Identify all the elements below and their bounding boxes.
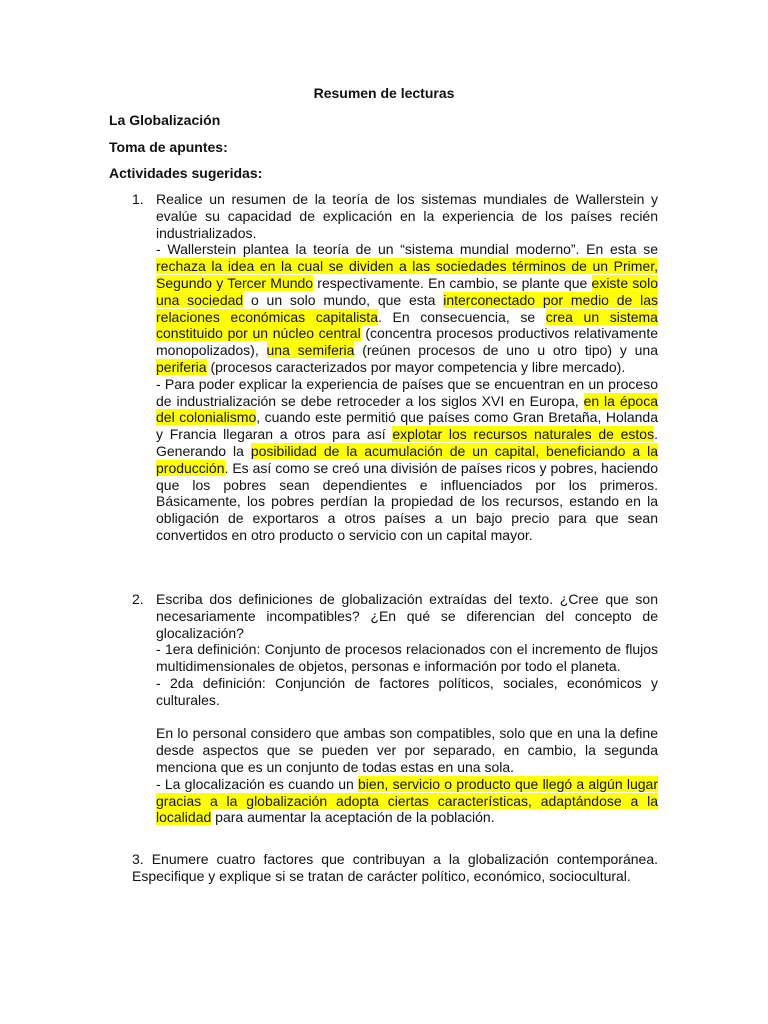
personal-opinion: En lo personal considero que ambas son compatibles, solo que en una la define desde aspectos que se pueden ver por separado, en cambio, la segunda menciona que es un conjunto de todas estas en una sola. [156,725,658,775]
highlighted-text: interconectado por medio de las relaciones económicas capitalista [156,291,658,325]
definition-1: - 1era definición: Conjunto de procesos relacionados con el incremento de flujos multidimensionales de objetos, personas e información por todo el planeta. [156,641,658,675]
question-2 [156,591,658,826]
question-2-text: Escriba dos definiciones de globalización extraídas del texto. ¿Cree que son necesariamente incompatibles? ¿En qué se diferencian del concepto de glocalización? [156,591,658,641]
text-run: o un solo mundo, que esta [243,291,444,308]
text-run: (procesos caracterizados por mayor competencia y libre mercado). [206,358,626,375]
text-run: para aumentar la aceptación de la población. [211,809,495,826]
question-1 [156,191,658,544]
highlighted-text: bien, servicio o producto que llegó a algún lugar gracias a la globalización adopta ciertas características, adaptándose a la localidad [156,775,658,826]
question-1-number: 1. [132,191,144,207]
highlighted-text: rechaza la idea en la cual se dividen a las sociedades términos de un Primer, Segundo y Tercer Mundo [156,258,658,291]
text-run: - Para poder explicar la experiencia de países que se encuentran en un proceso de industrialización se debe retroceder a los siglos XVI en Europa, [156,375,658,409]
text-run: - La glocalización es cuando un [156,775,359,792]
question-1-text: Realice un resumen de la teoría de los sistemas mundiales de Wallerstein y evalúe su capacidad de explicación en la experiencia de los países recién industrializados. [156,191,658,241]
text-run: . Es así como se creó una división de países ricos y pobres, haciendo que los pobres sean dependientes e influenciados por los primeros. Básicamente, los pobres perdían la propiedad de los recursos, estando en la obligación de exportaros a otros países a un bajo precio para que sean convertidos en otro producto o servicio con un capital mayor. [156,459,658,543]
answer-1-paragraph-2 [156,376,658,544]
question-2-number: 2. [132,591,144,607]
highlighted-text: en la época del colonialismo [156,392,658,426]
heading-toma-de-apuntes: Toma de apuntes: [109,139,228,155]
highlighted-text: posibilidad de la acumulación de un capital, beneficiando a la producción [156,442,658,476]
highlighted-text: explotar los recursos naturales de estos [392,426,655,443]
text-run: , cuando este permitió que países como Gran Bretaña, Holanda y Francia llegaran a otros para así [156,409,658,443]
text-run: (concentra procesos productivos relativamente monopolizados), [156,325,658,359]
question-3-text: 3. Enumere cuatro factores que contribuyan a la globalización contemporánea. Especifique y explique si se tratan de carácter político, económico, sociocultural. [132,851,658,884]
text-run: - Wallerstein plantea la teoría de un “sistema mundial moderno”. En esta se [156,241,658,258]
heading-actividades-sugeridas: Actividades sugeridas: [109,165,263,181]
text-run: respectivamente. En cambio, se plante que [313,274,592,291]
document-title: Resumen de lecturas [313,85,455,101]
glocalization-paragraph [156,776,658,826]
definition-2: - 2da definición: Conjunción de factores políticos, sociales, económicos y culturales. [156,674,658,708]
highlighted-text: existe solo una sociedad [156,274,658,308]
answer-1-paragraph-1 [156,241,658,375]
highlighted-text: crea un sistema constituido por un núcleo central [156,308,658,342]
highlighted-text: una semiferia [266,342,355,359]
text-run: (reúnen procesos de uno u otro tipo) y una [354,342,658,359]
text-run: . Generando la [156,426,658,459]
highlighted-text: periferia [156,358,207,375]
text-run: . En consecuencia, se [377,308,546,325]
heading-globalizacion: La Globalización [109,112,221,128]
